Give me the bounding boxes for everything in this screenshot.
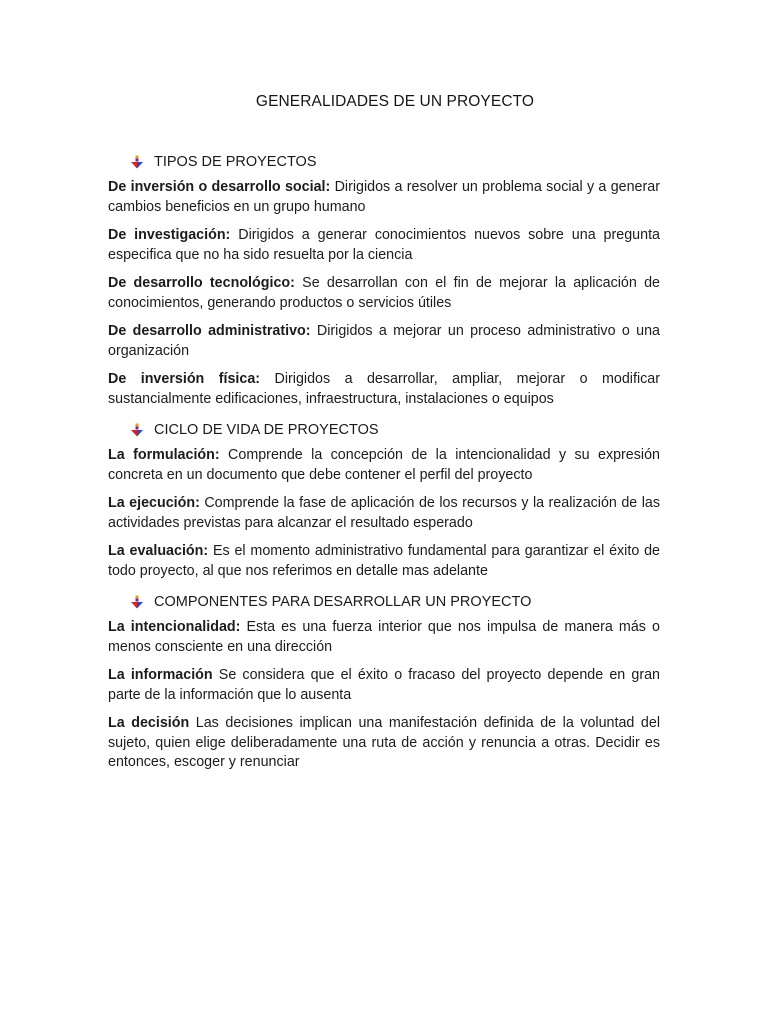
paragraph-item — [108, 446, 660, 485]
item-term: De desarrollo tecnológico: — [108, 275, 295, 291]
item-term: De investigación: — [108, 227, 231, 243]
item-text: Se desarrollan con el fin de mejorar la aplicación de conocimientos, generando productos o servicios útiles — [108, 275, 660, 311]
paragraph-item — [108, 494, 660, 533]
arrow-bullet-icon — [130, 155, 144, 169]
item-term: La formulación: — [108, 447, 220, 463]
item-term: De inversión física: — [108, 371, 261, 387]
item-text: Se considera que el éxito o fracaso del proyecto depende en gran parte de la información que lo ausenta — [108, 667, 660, 703]
paragraph-item — [108, 542, 660, 581]
item-text: Esta es una fuerza interior que nos impulsa de manera más o menos consciente en una dirección — [108, 619, 660, 655]
item-text: Comprende la fase de aplicación de los recursos y la realización de las actividades previstas para alcanzar el resultado esperado — [108, 495, 660, 531]
paragraph-item — [108, 714, 660, 773]
paragraph-item — [108, 666, 660, 705]
item-term: La intencionalidad: — [108, 619, 241, 635]
document-body — [108, 150, 660, 782]
item-term: La evaluación: — [108, 543, 209, 559]
section-heading-ciclo — [130, 418, 660, 442]
section-heading-label: COMPONENTES PARA DESARROLLAR UN PROYECTO — [154, 594, 532, 610]
paragraph-item — [108, 226, 660, 265]
section-heading-label: CICLO DE VIDA DE PROYECTOS — [154, 422, 379, 438]
item-term: De desarrollo administrativo: — [108, 323, 311, 339]
arrow-bullet-icon — [130, 423, 144, 437]
item-text: Comprende la concepción de la intencionalidad y su expresión concreta en un documento que debe contener el perfil del proyecto — [108, 447, 660, 483]
paragraph-item — [108, 322, 660, 361]
item-text: Dirigidos a generar conocimientos nuevos sobre una pregunta especifica que no ha sido resuelta por la ciencia — [108, 227, 660, 263]
item-text: Dirigidos a mejorar un proceso administrativo o una organización — [108, 323, 660, 359]
item-text: Es el momento administrativo fundamental para garantizar el éxito de todo proyecto, al que nos referimos en detalle mas adelante — [108, 543, 661, 579]
paragraph-item — [108, 178, 660, 217]
section-heading-componentes — [130, 590, 660, 614]
item-text: Las decisiones implican una manifestación definida de la voluntad del sujeto, quien elige deliberadamente una ruta de acción y renuncia a otras. Decidir es entonces, escoger y renunciar — [108, 715, 661, 770]
item-term: La ejecución: — [108, 495, 200, 511]
document-title: GENERALIDADES DE UN PROYECTO — [255, 93, 535, 110]
item-text: Dirigidos a resolver un problema social y a generar cambios beneficios en un grupo humano — [108, 179, 660, 215]
item-term: La información — [108, 667, 213, 683]
paragraph-item — [108, 274, 660, 313]
section-heading-label: TIPOS DE PROYECTOS — [154, 154, 317, 170]
arrow-bullet-icon — [130, 595, 144, 609]
item-term: De inversión o desarrollo social: — [108, 179, 331, 195]
paragraph-item — [108, 370, 660, 409]
section-heading-tipos — [130, 150, 660, 174]
paragraph-item — [108, 618, 660, 657]
item-term: La decisión — [108, 715, 190, 731]
item-text: Dirigidos a desarrollar, ampliar, mejorar o modificar sustancialmente edificaciones, infraestructura, instalaciones o equipos — [108, 371, 660, 407]
